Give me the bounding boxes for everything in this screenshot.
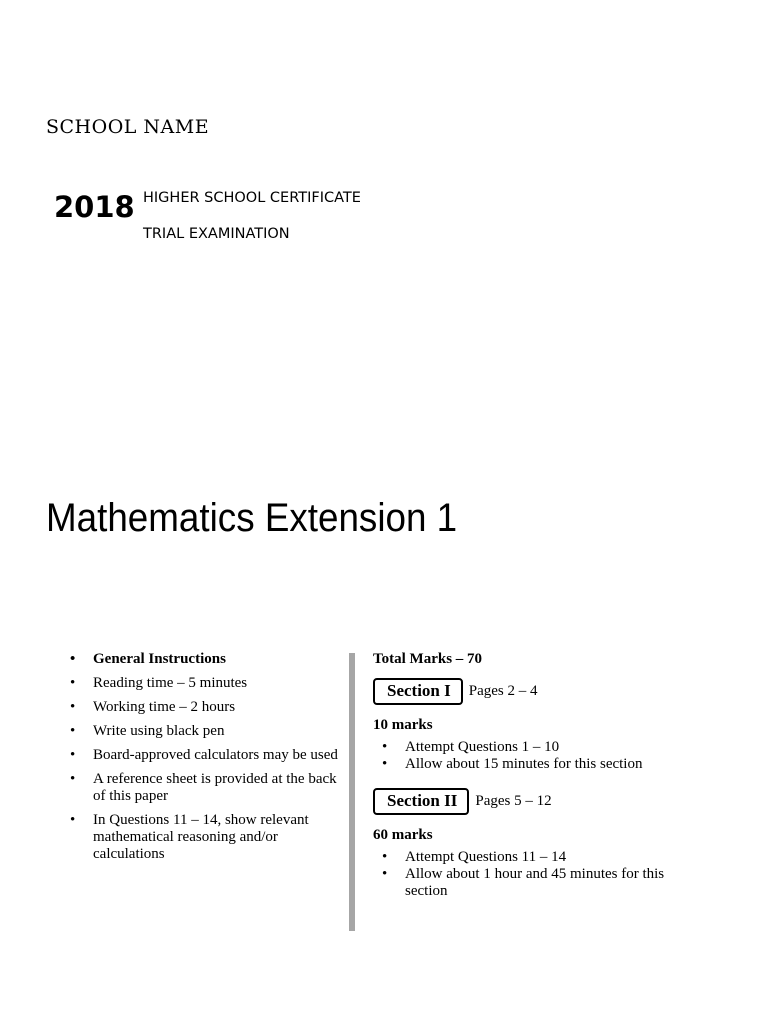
bullet-icon: • <box>382 866 388 882</box>
section-2-item <box>373 849 693 866</box>
section-2-item-text: Allow about 1 hour and 45 minutes for this section <box>405 866 665 899</box>
bullet-icon: • <box>382 849 388 865</box>
bullet-icon: • <box>382 739 388 755</box>
instruction-text: Board-approved calculators may be used <box>93 747 338 763</box>
section-1-label: Section I <box>373 678 463 705</box>
section-1-pages: Pages 2 – 4 <box>468 683 538 699</box>
column-divider <box>349 653 355 931</box>
instruction-text: Write using black pen <box>93 723 225 739</box>
bullet-icon: • <box>70 675 76 691</box>
marks-info <box>373 651 693 900</box>
bullet-icon: • <box>70 812 76 828</box>
section-2-item <box>373 866 693 900</box>
section-1-item-text: Attempt Questions 1 – 10 <box>405 739 560 755</box>
subject-title: Mathematics Extension 1 <box>46 496 458 540</box>
total-marks: Total Marks – 70 <box>373 651 483 667</box>
bullet-icon: • <box>70 699 76 715</box>
instruction-item <box>70 723 350 740</box>
instructions-list <box>70 651 350 863</box>
instructions-title: General Instructions <box>93 651 226 667</box>
section-2-list <box>373 849 693 900</box>
bullet-icon: • <box>70 771 76 787</box>
instruction-item <box>70 771 350 805</box>
section-1-item <box>373 756 693 773</box>
instruction-text: Working time – 2 hours <box>93 699 236 715</box>
section-2-label: Section II <box>373 788 469 815</box>
section-1-item <box>373 739 693 756</box>
bullet-icon: • <box>70 651 76 667</box>
instructions-heading <box>70 651 350 668</box>
section-1-header <box>373 678 693 705</box>
instruction-item <box>70 675 350 692</box>
instruction-item <box>70 699 350 716</box>
instruction-text: A reference sheet is provided at the back of this paper <box>93 771 337 804</box>
certificate-title: HIGHER SCHOOL CERTIFICATE <box>143 190 361 206</box>
section-1-marks: 10 marks <box>373 717 433 733</box>
general-instructions <box>70 651 350 870</box>
section-2-item-text: Attempt Questions 11 – 14 <box>405 849 567 865</box>
instruction-item <box>70 747 350 764</box>
exam-type: TRIAL EXAMINATION <box>143 226 290 242</box>
section-1-list <box>373 739 693 773</box>
school-name: SCHOOL NAME <box>46 116 210 138</box>
bullet-icon: • <box>70 723 76 739</box>
section-2-marks: 60 marks <box>373 827 433 843</box>
instruction-text: Reading time – 5 minutes <box>93 675 248 691</box>
instruction-item <box>70 812 350 863</box>
bullet-icon: • <box>382 756 388 772</box>
bullet-icon: • <box>70 747 76 763</box>
section-2-header <box>373 788 693 815</box>
section-1-item-text: Allow about 15 minutes for this section <box>405 756 643 772</box>
exam-year: 2018 <box>54 190 135 224</box>
section-2-pages: Pages 5 – 12 <box>475 793 552 809</box>
instruction-text: In Questions 11 – 14, show relevant mathematical reasoning and/or calculations <box>93 812 309 862</box>
